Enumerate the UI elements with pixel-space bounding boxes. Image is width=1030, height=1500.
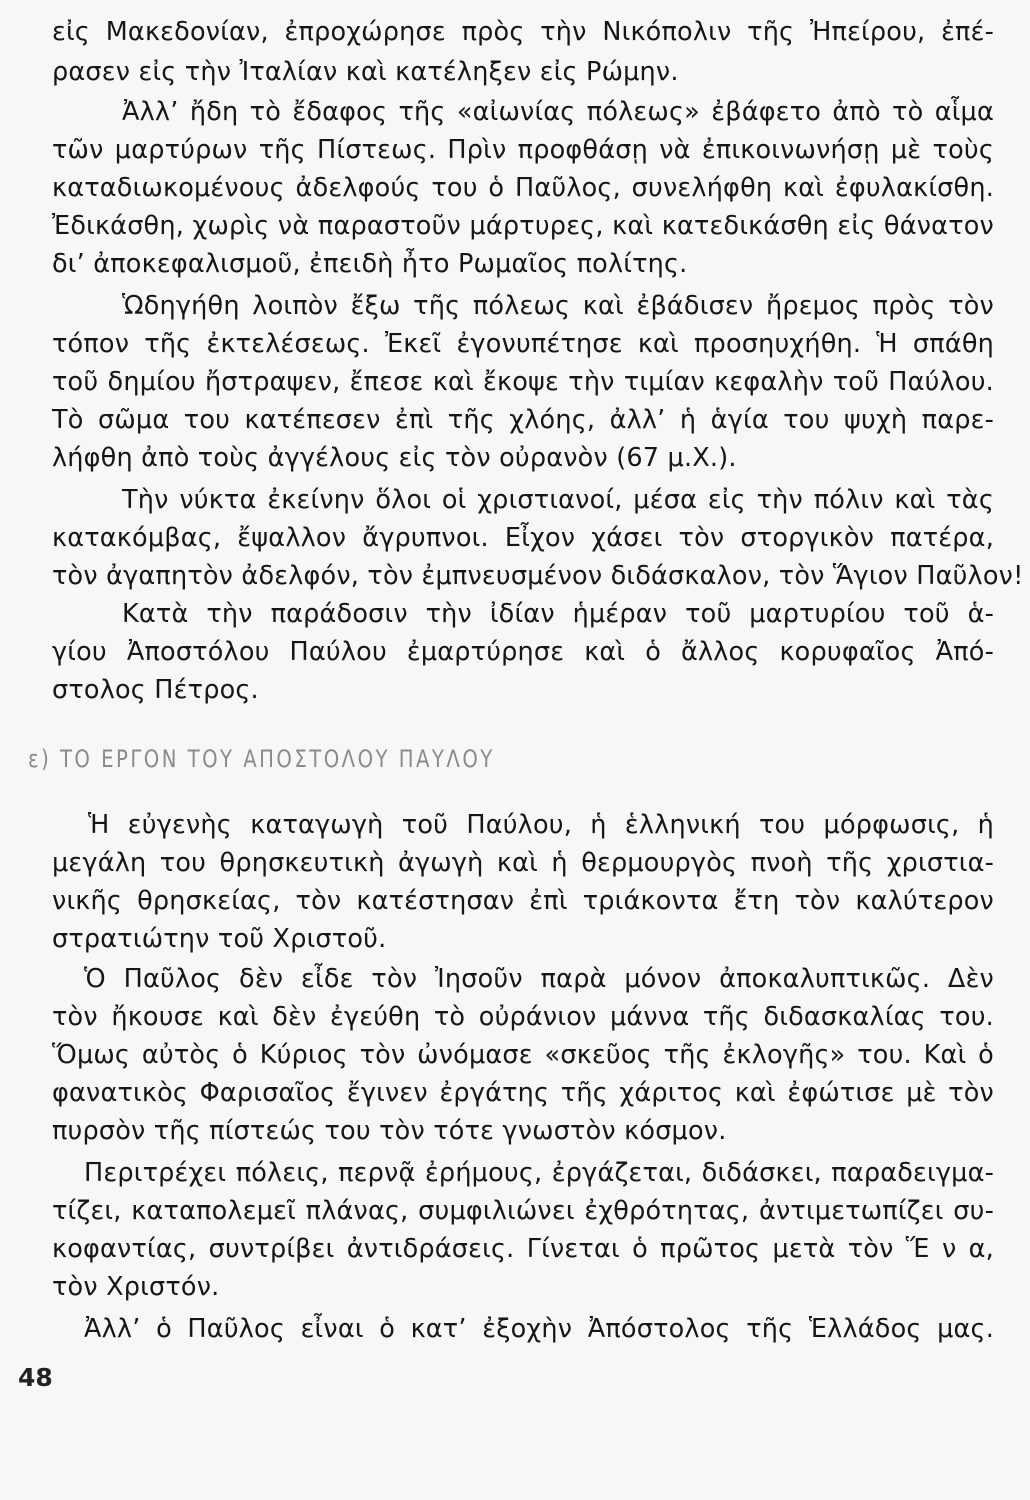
text-line: κατακόμβας, ἔψαλλον ἄγρυπνοι. Εἶχον χάσει τὸν στοργικὸν πατέρα, bbox=[52, 523, 994, 553]
page-number: 48 bbox=[18, 1363, 53, 1392]
text-line: Ἐδικάσθη, χωρὶς νὰ παραστοῦν μάρτυρες, καὶ κατεδικάσθη εἰς θάνατον bbox=[52, 211, 994, 241]
section-heading: ε) ΤΟ ΕΡΓΟΝ ΤΟΥ ΑΠΟΣΤΟΛΟΥ ΠΑΥΛΟΥ bbox=[28, 745, 495, 773]
text-line: κοφαντίας, συντρίβει ἀντιδράσεις. Γίνεται ὁ πρῶτος μετὰ τὸν Ἕ ν α, bbox=[52, 1234, 994, 1264]
text-line: μεγάλη του θρησκευτικὴ ἀγωγὴ καὶ ἡ θερμουργὸς πνοὴ τῆς χριστια- bbox=[52, 848, 994, 878]
text-line: Ἀλλ’ ὁ Παῦλος εἶναι ὁ κατ’ ἐξοχὴν Ἀπόστολος τῆς Ἑλλάδος μας. bbox=[84, 1314, 994, 1344]
text-line: Κατὰ τὴν παράδοσιν τὴν ἰδίαν ἡμέραν τοῦ μαρτυρίου τοῦ ἁ- bbox=[122, 599, 994, 629]
text-line: Περιτρέχει πόλεις, περνᾷ ἐρήμους, ἐργάζεται, διδάσκει, παραδειγμα- bbox=[84, 1158, 994, 1188]
text-line: Ὡδηγήθη λοιπὸν ἔξω τῆς πόλεως καὶ ἐβάδισεν ἤρεμος πρὸς τὸν bbox=[122, 291, 994, 321]
text-line: δι’ ἀποκεφαλισμοῦ, ἐπειδὴ ἦτο Ρωμαῖος πολίτης. bbox=[52, 249, 688, 279]
text-line: Τὸ σῶμα του κατέπεσεν ἐπὶ τῆς χλόης, ἀλλ’ ἡ ἁγία του ψυχὴ παρε- bbox=[52, 405, 994, 435]
text-line: πυρσὸν τῆς πίστεώς του τὸν τότε γνωστὸν κόσμον. bbox=[52, 1116, 727, 1146]
text-line: εἰς Μακεδονίαν, ἐπροχώρησε πρὸς τὴν Νικόπολιν τῆς Ἠπείρου, ἐπέ- bbox=[52, 17, 994, 47]
text-line: τόπον τῆς ἐκτελέσεως. Ἐκεῖ ἐγονυπέτησε καὶ προσηυχήθη. Ἡ σπάθη bbox=[52, 329, 994, 359]
text-line: καταδιωκομένους ἀδελφούς του ὁ Παῦλος, συνελήφθη καὶ ἐφυλακίσθη. bbox=[52, 173, 994, 203]
text-line: στρατιώτην τοῦ Χριστοῦ. bbox=[52, 924, 387, 954]
text-line: τῶν μαρτύρων τῆς Πίστεως. Πρὶν προφθάσῃ νὰ ἐπικοινωνήσῃ μὲ τοὺς bbox=[52, 135, 994, 165]
text-line: γίου Ἀποστόλου Παύλου ἐμαρτύρησε καὶ ὁ ἄλλος κορυφαῖος Ἀπό- bbox=[52, 637, 994, 667]
text-line: τὸν Χριστόν. bbox=[52, 1272, 220, 1302]
text-line: Ἀλλ’ ἤδη τὸ ἔδαφος τῆς «αἰωνίας πόλεως» ἐβάφετο ἀπὸ τὸ αἷμα bbox=[122, 97, 994, 127]
text-line: τοῦ δημίου ἤστραψεν, ἔπεσε καὶ ἔκοψε τὴν τιμίαν κεφαλὴν τοῦ Παύλου. bbox=[52, 367, 994, 397]
text-line: λήφθη ἀπὸ τοὺς ἀγγέλους εἰς τὸν οὐρανὸν (67 μ.Χ.). bbox=[52, 443, 737, 473]
text-line: ρασεν εἰς τὴν Ἰταλίαν καὶ κατέληξεν εἰς Ρώμην. bbox=[52, 57, 679, 87]
text-line: στολος Πέτρος. bbox=[52, 675, 259, 705]
text-line: Ἡ εὐγενὴς καταγωγὴ τοῦ Παύλου, ἡ ἑλληνική του μόρφωσις, ἡ bbox=[88, 810, 994, 840]
text-line: τίζει, καταπολεμεῖ πλάνας, συμφιλιώνει ἐχθρότητας, ἀντιμετωπίζει συ- bbox=[52, 1196, 994, 1226]
text-line: νικῆς θρησκείας, τὸν κατέστησαν ἐπὶ τριάκοντα ἔτη τὸν καλύτερον bbox=[52, 886, 994, 916]
text-line: τὸν ἤκουσε καὶ δὲν ἐγεύθη τὸ οὐράνιον μάννα τῆς διδασκαλίας του. bbox=[52, 1002, 994, 1032]
text-line: τὸν ἀγαπητὸν ἀδελφόν, τὸν ἐμπνευσμένον διδάσκαλον, τὸν Ἅγιον Παῦλον! bbox=[52, 561, 1024, 591]
text-line: φανατικὸς Φαρισαῖος ἔγινεν ἐργάτης τῆς χάριτος καὶ ἐφώτισε μὲ τὸν bbox=[52, 1078, 994, 1108]
text-line: Ὁ Παῦλος δὲν εἶδε τὸν Ἰησοῦν παρὰ μόνον ἀποκαλυπτικῶς. Δὲν bbox=[84, 964, 994, 994]
text-line: Τὴν νύκτα ἐκείνην ὅλοι οἱ χριστιανοί, μέσα εἰς τὴν πόλιν καὶ τὰς bbox=[122, 485, 994, 515]
text-line: Ὅμως αὐτὸς ὁ Κύριος τὸν ὠνόμασε «σκεῦος τῆς ἐκλογῆς» του. Καὶ ὁ bbox=[52, 1040, 994, 1070]
